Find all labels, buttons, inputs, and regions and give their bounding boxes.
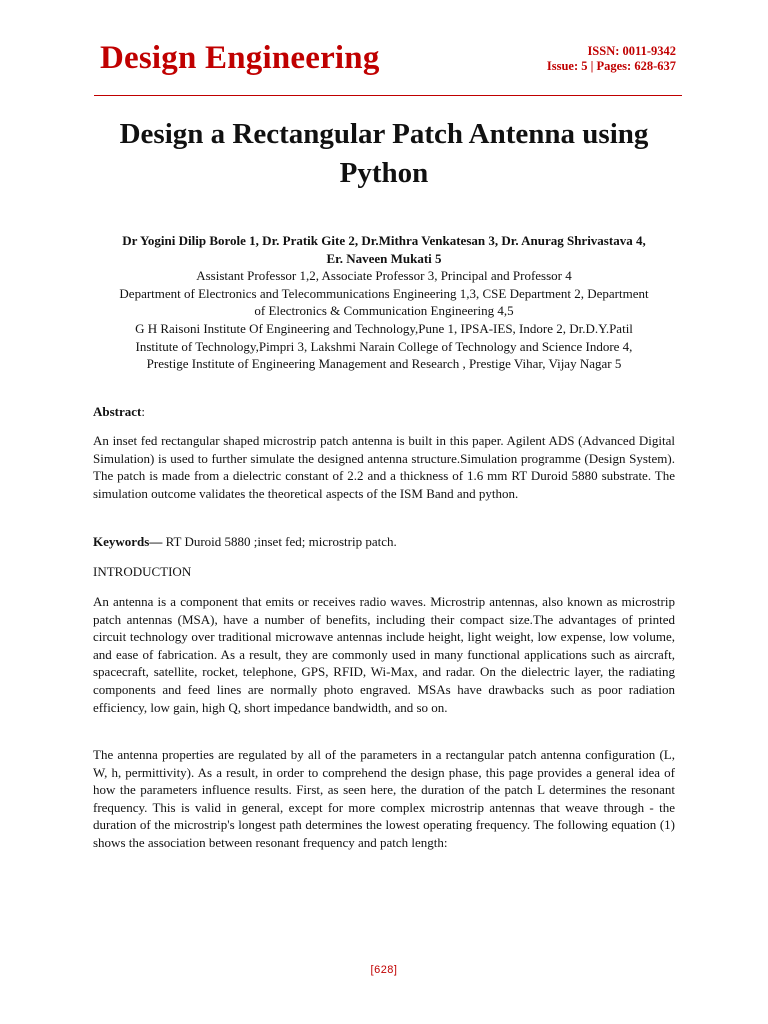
keywords-label: Keywords— [93, 534, 163, 549]
issue-pages: Issue: 5 | Pages: 628-637 [546, 59, 676, 73]
affiliation-line: G H Raisoni Institute Of Engineering and Technology,Pune 1, IPSA-IES, Indore 2, Dr.D.Y.Patil [135, 320, 633, 336]
affiliation-line: Institute of Technology,Pimpri 3, Lakshmi Narain College of Technology and Science Indore 4, [135, 338, 633, 354]
author-names-line-1: Dr Yogini Dilip Borole 1, Dr. Pratik Gite 2, Dr.Mithra Venkatesan 3, Dr. Anurag Shrivastava 4, [122, 233, 646, 248]
introduction-heading: INTRODUCTION [93, 564, 192, 579]
page-number: [628] [370, 964, 398, 976]
abstract-heading-label: Abstract [93, 404, 142, 419]
paper-title [60, 115, 708, 193]
keywords-line [93, 533, 675, 551]
issn: ISSN: 0011-9342 [587, 44, 676, 58]
abstract-heading-colon: : [141, 404, 146, 419]
introduction-paragraph-1: An antenna is a component that emits or receives radio waves. Microstrip antennas, also known as microstrip patch antennas (MSA), have a number of benefits, including their compact size.The advantages of printed circuit technology over traditional microwave antennas include height, light weight, low expense, low volume, and ease of fabrication. As a result, they are commonly used in many functional applications such as aircraft, spacecraft, satellite, rocket, telephone, GPS, RFID, Wi-Max, and radar. On the dielectric layer, the radiating components and feed lines are normally photo engraved. MSAs have drawbacks such as poor radiation efficiency, low gain, high Q, short impedance bandwidth, and so on. [93, 594, 675, 715]
affiliation-line: Assistant Professor 1,2, Associate Professor 3, Principal and Professor 4 [196, 268, 572, 284]
author-names [84, 232, 684, 267]
introduction-paragraph-2: The antenna properties are regulated by all of the parameters in a rectangular patch antenna configuration (L, W, h, permittivity). As a result, in order to comprehend the design phase, this page provides a general idea of how the parameters influence results. First, as seen here, the duration of the patch L determines the resonant frequency. This is valid in general, except for more complex microstrip antennas that weave through - the duration of the microstrip's longest path determines the lowest operating frequency. The following equation (1) shows the association between resonant frequency and patch length: [93, 747, 675, 850]
journal-name: Design Engineering [100, 40, 380, 76]
issn-block [547, 44, 676, 74]
affiliation-line: Department of Electronics and Telecommunications Engineering 1,3, CSE Department 2, Department [119, 285, 649, 301]
author-block [84, 232, 684, 373]
affiliation-line: of Electronics & Communication Engineering 4,5 [254, 303, 514, 319]
title-line-2: Python [339, 157, 429, 189]
abstract-text: An inset fed rectangular shaped microstrip patch antenna is built in this paper. Agilent ADS (Advanced Digital Simulation) is used to further simulate the designed antenna structure.Simulation programme (Design System). The patch is made from a dielectric constant of 2.2 and a thickness of 1.6 mm RT Duroid 5880 substrate. The simulation outcome validates the theoretical aspects of the ISM Band and python. [93, 433, 675, 501]
affiliation-line: Prestige Institute of Engineering Management and Research , Prestige Vihar, Vijay Nagar 5 [146, 356, 622, 372]
header-divider [94, 95, 682, 96]
title-line-1: Design a Rectangular Patch Antenna using [119, 118, 649, 150]
keywords-text: RT Duroid 5880 ;inset fed; microstrip patch. [162, 534, 397, 549]
author-names-line-2: Er. Naveen Mukati 5 [326, 250, 442, 266]
abstract-heading [93, 403, 675, 421]
